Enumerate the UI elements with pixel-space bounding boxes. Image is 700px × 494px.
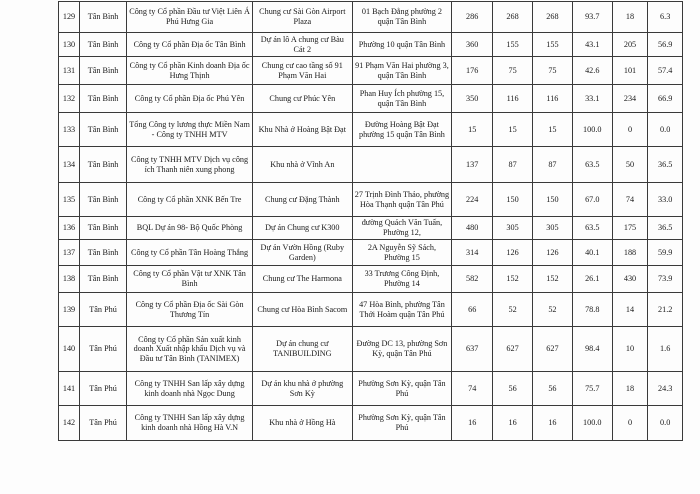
page-edge-mark bbox=[30, 10, 38, 20]
company-cell: Công ty Cổ phần Vật tư XNK Tân Bình bbox=[127, 266, 253, 293]
address-cell: Phường 10 quận Tân Bình bbox=[352, 33, 452, 57]
district-cell: Tân Bình bbox=[79, 266, 126, 293]
value-cell: 286 bbox=[452, 2, 493, 33]
row-number: 136 bbox=[59, 217, 80, 240]
company-cell: Công ty TNHH San lấp xây dựng kinh doanh nhà Ngọc Dung bbox=[127, 372, 253, 406]
value-cell: 87 bbox=[493, 147, 533, 183]
value-cell: 66 bbox=[452, 293, 493, 327]
table-row bbox=[59, 327, 683, 372]
value-cell: 52 bbox=[532, 293, 572, 327]
value-cell: 15 bbox=[532, 113, 572, 147]
value-cell: 93.7 bbox=[572, 2, 612, 33]
value-cell: 66.9 bbox=[648, 85, 683, 113]
value-cell: 14 bbox=[612, 293, 648, 327]
district-cell: Tân Phú bbox=[79, 406, 126, 441]
value-cell: 314 bbox=[452, 240, 493, 266]
row-number: 130 bbox=[59, 33, 80, 57]
row-number: 134 bbox=[59, 147, 80, 183]
value-cell: 63.5 bbox=[572, 217, 612, 240]
value-cell: 16 bbox=[493, 406, 533, 441]
value-cell: 33.1 bbox=[572, 85, 612, 113]
value-cell: 52 bbox=[493, 293, 533, 327]
address-cell: Đường Hoàng Bật Đạt phường 15 quận Tân Bình bbox=[352, 113, 452, 147]
value-cell: 152 bbox=[532, 266, 572, 293]
project-cell: Chung cư Đặng Thành bbox=[253, 183, 353, 217]
value-cell: 0.0 bbox=[648, 406, 683, 441]
value-cell: 36.5 bbox=[648, 217, 683, 240]
value-cell: 188 bbox=[612, 240, 648, 266]
table-row bbox=[59, 57, 683, 85]
address-cell: Phường Sơn Kỳ, quận Tân Phú bbox=[352, 406, 452, 441]
address-cell: 2A Nguyễn Sỹ Sách, Phường 15 bbox=[352, 240, 452, 266]
project-cell: Dự án lô A chung cư Bàu Cát 2 bbox=[253, 33, 353, 57]
value-cell: 268 bbox=[532, 2, 572, 33]
table-row bbox=[59, 85, 683, 113]
company-cell: Công ty Cổ phần Tân Hoàng Thắng bbox=[127, 240, 253, 266]
value-cell: 18 bbox=[612, 372, 648, 406]
value-cell: 56 bbox=[532, 372, 572, 406]
value-cell: 176 bbox=[452, 57, 493, 85]
value-cell: 59.9 bbox=[648, 240, 683, 266]
value-cell: 18 bbox=[612, 2, 648, 33]
project-cell: Chung cư Sài Gòn Airport Plaza bbox=[253, 2, 353, 33]
value-cell: 21.2 bbox=[648, 293, 683, 327]
value-cell: 0 bbox=[612, 113, 648, 147]
row-number: 133 bbox=[59, 113, 80, 147]
company-cell: Công ty Cổ phần Địa ốc Sài Gòn Thương Tín bbox=[127, 293, 253, 327]
value-cell: 50 bbox=[612, 147, 648, 183]
value-cell: 137 bbox=[452, 147, 493, 183]
value-cell: 40.1 bbox=[572, 240, 612, 266]
company-cell: Công ty Cổ phần Sản xuất kinh doanh Xuất nhập khẩu Dịch vụ và Đầu tư Tân Bình (TANIMEX) bbox=[127, 327, 253, 372]
table-row bbox=[59, 240, 683, 266]
value-cell: 16 bbox=[532, 406, 572, 441]
project-cell: Dự án khu nhà ở phường Sơn Kỳ bbox=[253, 372, 353, 406]
value-cell: 116 bbox=[493, 85, 533, 113]
value-cell: 152 bbox=[493, 266, 533, 293]
project-cell: Khu Nhà ở Hoàng Bật Đạt bbox=[253, 113, 353, 147]
row-number: 139 bbox=[59, 293, 80, 327]
address-cell: đường Quách Văn Tuấn, Phường 12, bbox=[352, 217, 452, 240]
project-cell: Chung cư cao tầng số 91 Phạm Văn Hai bbox=[253, 57, 353, 85]
district-cell: Tân Bình bbox=[79, 217, 126, 240]
project-cell: Khu nhà ở Vĩnh An bbox=[253, 147, 353, 183]
address-cell: 33 Trương Công Định, Phường 14 bbox=[352, 266, 452, 293]
value-cell: 24.3 bbox=[648, 372, 683, 406]
district-cell: Tân Bình bbox=[79, 147, 126, 183]
project-cell: Chung cư The Harmona bbox=[253, 266, 353, 293]
value-cell: 42.6 bbox=[572, 57, 612, 85]
company-cell: Công ty Cổ phần Đầu tư Việt Liên Á Phú Hưng Gia bbox=[127, 2, 253, 33]
company-cell: Công ty Cổ phần Kinh doanh Địa ốc Hưng Thịnh bbox=[127, 57, 253, 85]
value-cell: 15 bbox=[493, 113, 533, 147]
row-number: 138 bbox=[59, 266, 80, 293]
company-cell: Công ty Cổ phần Địa ốc Tân Bình bbox=[127, 33, 253, 57]
table-row bbox=[59, 372, 683, 406]
company-cell: Công ty Cổ phần XNK Bến Tre bbox=[127, 183, 253, 217]
project-cell: Dự án Vườn Hồng (Ruby Garden) bbox=[253, 240, 353, 266]
value-cell: 75 bbox=[493, 57, 533, 85]
value-cell: 74 bbox=[612, 183, 648, 217]
housing-projects-table bbox=[58, 1, 683, 441]
address-cell: Phường Sơn Kỳ, quận Tân Phú bbox=[352, 372, 452, 406]
project-cell: Khu nhà ở Hồng Hà bbox=[253, 406, 353, 441]
row-number: 137 bbox=[59, 240, 80, 266]
table-row bbox=[59, 33, 683, 57]
value-cell: 16 bbox=[452, 406, 493, 441]
district-cell: Tân Bình bbox=[79, 33, 126, 57]
value-cell: 155 bbox=[532, 33, 572, 57]
table-row bbox=[59, 406, 683, 441]
project-cell: Chung cư Hòa Bình Sacom bbox=[253, 293, 353, 327]
table-row bbox=[59, 183, 683, 217]
value-cell: 350 bbox=[452, 85, 493, 113]
district-cell: Tân Phú bbox=[79, 293, 126, 327]
district-cell: Tân Phú bbox=[79, 327, 126, 372]
value-cell: 126 bbox=[532, 240, 572, 266]
value-cell: 305 bbox=[532, 217, 572, 240]
value-cell: 98.4 bbox=[572, 327, 612, 372]
table-row bbox=[59, 2, 683, 33]
district-cell: Tân Bình bbox=[79, 113, 126, 147]
value-cell: 268 bbox=[493, 2, 533, 33]
value-cell: 33.0 bbox=[648, 183, 683, 217]
company-cell: Tổng Công ty lương thực Miền Nam - Công ty TNHH MTV bbox=[127, 113, 253, 147]
address-cell: 01 Bạch Đằng phường 2 quận Tân Bình bbox=[352, 2, 452, 33]
row-number: 140 bbox=[59, 327, 80, 372]
value-cell: 101 bbox=[612, 57, 648, 85]
project-cell: Chung cư Phúc Yên bbox=[253, 85, 353, 113]
address-cell bbox=[352, 147, 452, 183]
value-cell: 67.0 bbox=[572, 183, 612, 217]
value-cell: 75 bbox=[532, 57, 572, 85]
value-cell: 100.0 bbox=[572, 406, 612, 441]
company-cell: Công ty TNHH MTV Dịch vụ công ích Thanh niên xung phong bbox=[127, 147, 253, 183]
value-cell: 74 bbox=[452, 372, 493, 406]
district-cell: Tân Bình bbox=[79, 183, 126, 217]
address-cell: 91 Phạm Văn Hai phường 3, quận Tân Bình bbox=[352, 57, 452, 85]
value-cell: 582 bbox=[452, 266, 493, 293]
value-cell: 430 bbox=[612, 266, 648, 293]
company-cell: Công ty TNHH San lấp xây dựng kinh doanh nhà Hồng Hà V.N bbox=[127, 406, 253, 441]
value-cell: 78.8 bbox=[572, 293, 612, 327]
row-number: 142 bbox=[59, 406, 80, 441]
value-cell: 126 bbox=[493, 240, 533, 266]
value-cell: 36.5 bbox=[648, 147, 683, 183]
company-cell: BQL Dự án 98- Bộ Quốc Phòng bbox=[127, 217, 253, 240]
value-cell: 224 bbox=[452, 183, 493, 217]
table-row bbox=[59, 147, 683, 183]
value-cell: 0 bbox=[612, 406, 648, 441]
value-cell: 6.3 bbox=[648, 2, 683, 33]
district-cell: Tân Phú bbox=[79, 372, 126, 406]
value-cell: 360 bbox=[452, 33, 493, 57]
value-cell: 100.0 bbox=[572, 113, 612, 147]
value-cell: 87 bbox=[532, 147, 572, 183]
value-cell: 150 bbox=[532, 183, 572, 217]
value-cell: 73.9 bbox=[648, 266, 683, 293]
value-cell: 57.4 bbox=[648, 57, 683, 85]
table-row bbox=[59, 266, 683, 293]
table-row bbox=[59, 113, 683, 147]
row-number: 135 bbox=[59, 183, 80, 217]
value-cell: 205 bbox=[612, 33, 648, 57]
district-cell: Tân Bình bbox=[79, 240, 126, 266]
row-number: 129 bbox=[59, 2, 80, 33]
address-cell: 27 Trịnh Đình Thảo, phường Hòa Thạnh quận Tân Phú bbox=[352, 183, 452, 217]
value-cell: 150 bbox=[493, 183, 533, 217]
company-cell: Công ty Cổ phần Địa ốc Phú Yên bbox=[127, 85, 253, 113]
project-cell: Dự án chung cư TANIBUILDING bbox=[253, 327, 353, 372]
address-cell: Đường DC 13, phường Sơn Kỳ, quận Tân Phú bbox=[352, 327, 452, 372]
row-number: 132 bbox=[59, 85, 80, 113]
address-cell: 47 Hòa Bình, phường Tân Thới Hoàm quận Tân Phú bbox=[352, 293, 452, 327]
table-row bbox=[59, 293, 683, 327]
value-cell: 305 bbox=[493, 217, 533, 240]
project-cell: Dự án Chung cư K300 bbox=[253, 217, 353, 240]
value-cell: 10 bbox=[612, 327, 648, 372]
value-cell: 1.6 bbox=[648, 327, 683, 372]
value-cell: 627 bbox=[493, 327, 533, 372]
value-cell: 56.9 bbox=[648, 33, 683, 57]
row-number: 141 bbox=[59, 372, 80, 406]
value-cell: 175 bbox=[612, 217, 648, 240]
value-cell: 234 bbox=[612, 85, 648, 113]
district-cell: Tân Bình bbox=[79, 57, 126, 85]
row-number: 131 bbox=[59, 57, 80, 85]
value-cell: 75.7 bbox=[572, 372, 612, 406]
district-cell: Tân Bình bbox=[79, 2, 126, 33]
value-cell: 56 bbox=[493, 372, 533, 406]
value-cell: 0.0 bbox=[648, 113, 683, 147]
value-cell: 116 bbox=[532, 85, 572, 113]
value-cell: 63.5 bbox=[572, 147, 612, 183]
district-cell: Tân Bình bbox=[79, 85, 126, 113]
value-cell: 480 bbox=[452, 217, 493, 240]
value-cell: 15 bbox=[452, 113, 493, 147]
value-cell: 43.1 bbox=[572, 33, 612, 57]
address-cell: Phan Huy Ích phường 15, quận Tân Bình bbox=[352, 85, 452, 113]
value-cell: 26.1 bbox=[572, 266, 612, 293]
table-row bbox=[59, 217, 683, 240]
value-cell: 637 bbox=[452, 327, 493, 372]
value-cell: 155 bbox=[493, 33, 533, 57]
value-cell: 627 bbox=[532, 327, 572, 372]
